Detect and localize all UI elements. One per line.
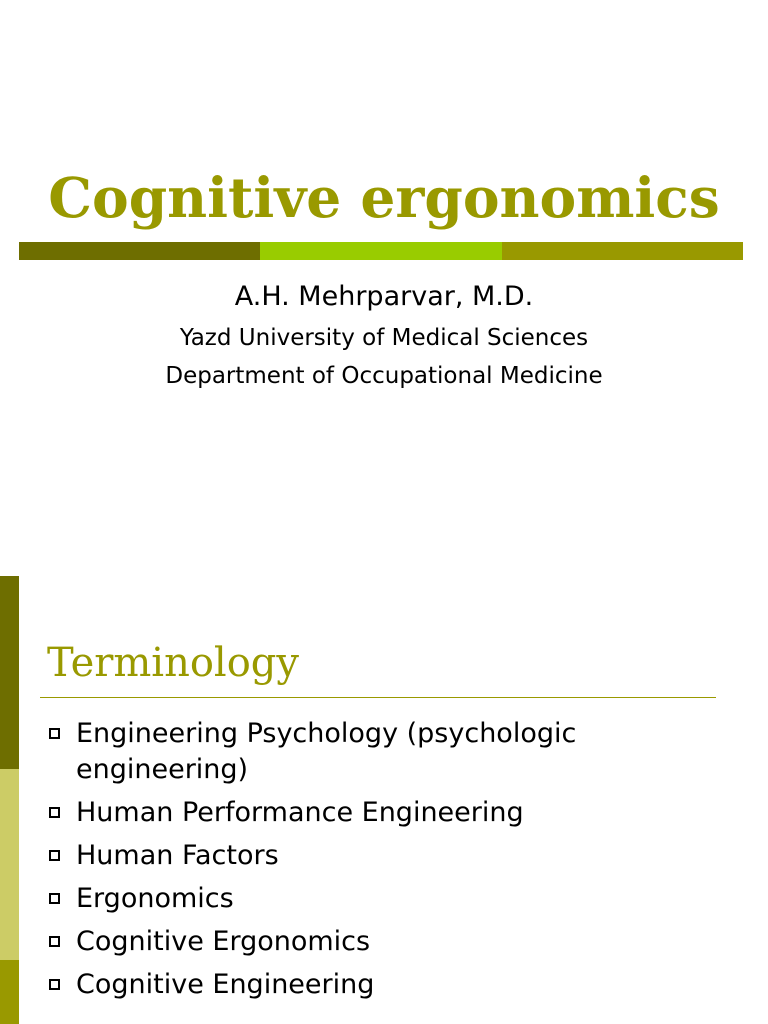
bullet-text: Human Factors [76,840,279,871]
title-divider [40,697,716,698]
list-item [47,924,697,960]
bullet-text: Engineering Psychology (psychologic engineering) [76,718,577,785]
hollow-square-icon [49,850,60,861]
list-item [47,838,697,874]
bar-segment-olive [502,242,743,260]
bullet-text: Ergonomics [76,883,234,914]
title-underline-bar [19,242,743,260]
stripe-segment-dark [0,576,19,769]
author-name: A.H. Mehrparvar, M.D. [234,281,534,312]
affiliation-department: Department of Occupational Medicine [165,363,603,389]
slide-title: Terminology [47,640,300,686]
bar-segment-dark [19,242,260,260]
hollow-square-icon [49,936,60,947]
stripe-segment-light [0,769,19,960]
affiliation-university: Yazd University of Medical Sciences [179,325,589,351]
list-item [47,967,697,1003]
bar-segment-light [260,242,501,260]
bullet-text: Cognitive Ergonomics [76,926,371,957]
side-stripe [0,576,19,1024]
slide-title: Cognitive ergonomics [48,165,720,230]
list-item [47,716,697,788]
bullet-list [47,716,697,1010]
hollow-square-icon [49,893,60,904]
terminology-slide [0,576,768,1024]
stripe-segment-olive [0,960,19,1024]
bullet-text: Cognitive Engineering [76,969,375,1000]
hollow-square-icon [49,807,60,818]
hollow-square-icon [49,979,60,990]
hollow-square-icon [49,728,60,739]
list-item [47,795,697,831]
bullet-text: Human Performance Engineering [76,797,524,828]
list-item [47,881,697,917]
